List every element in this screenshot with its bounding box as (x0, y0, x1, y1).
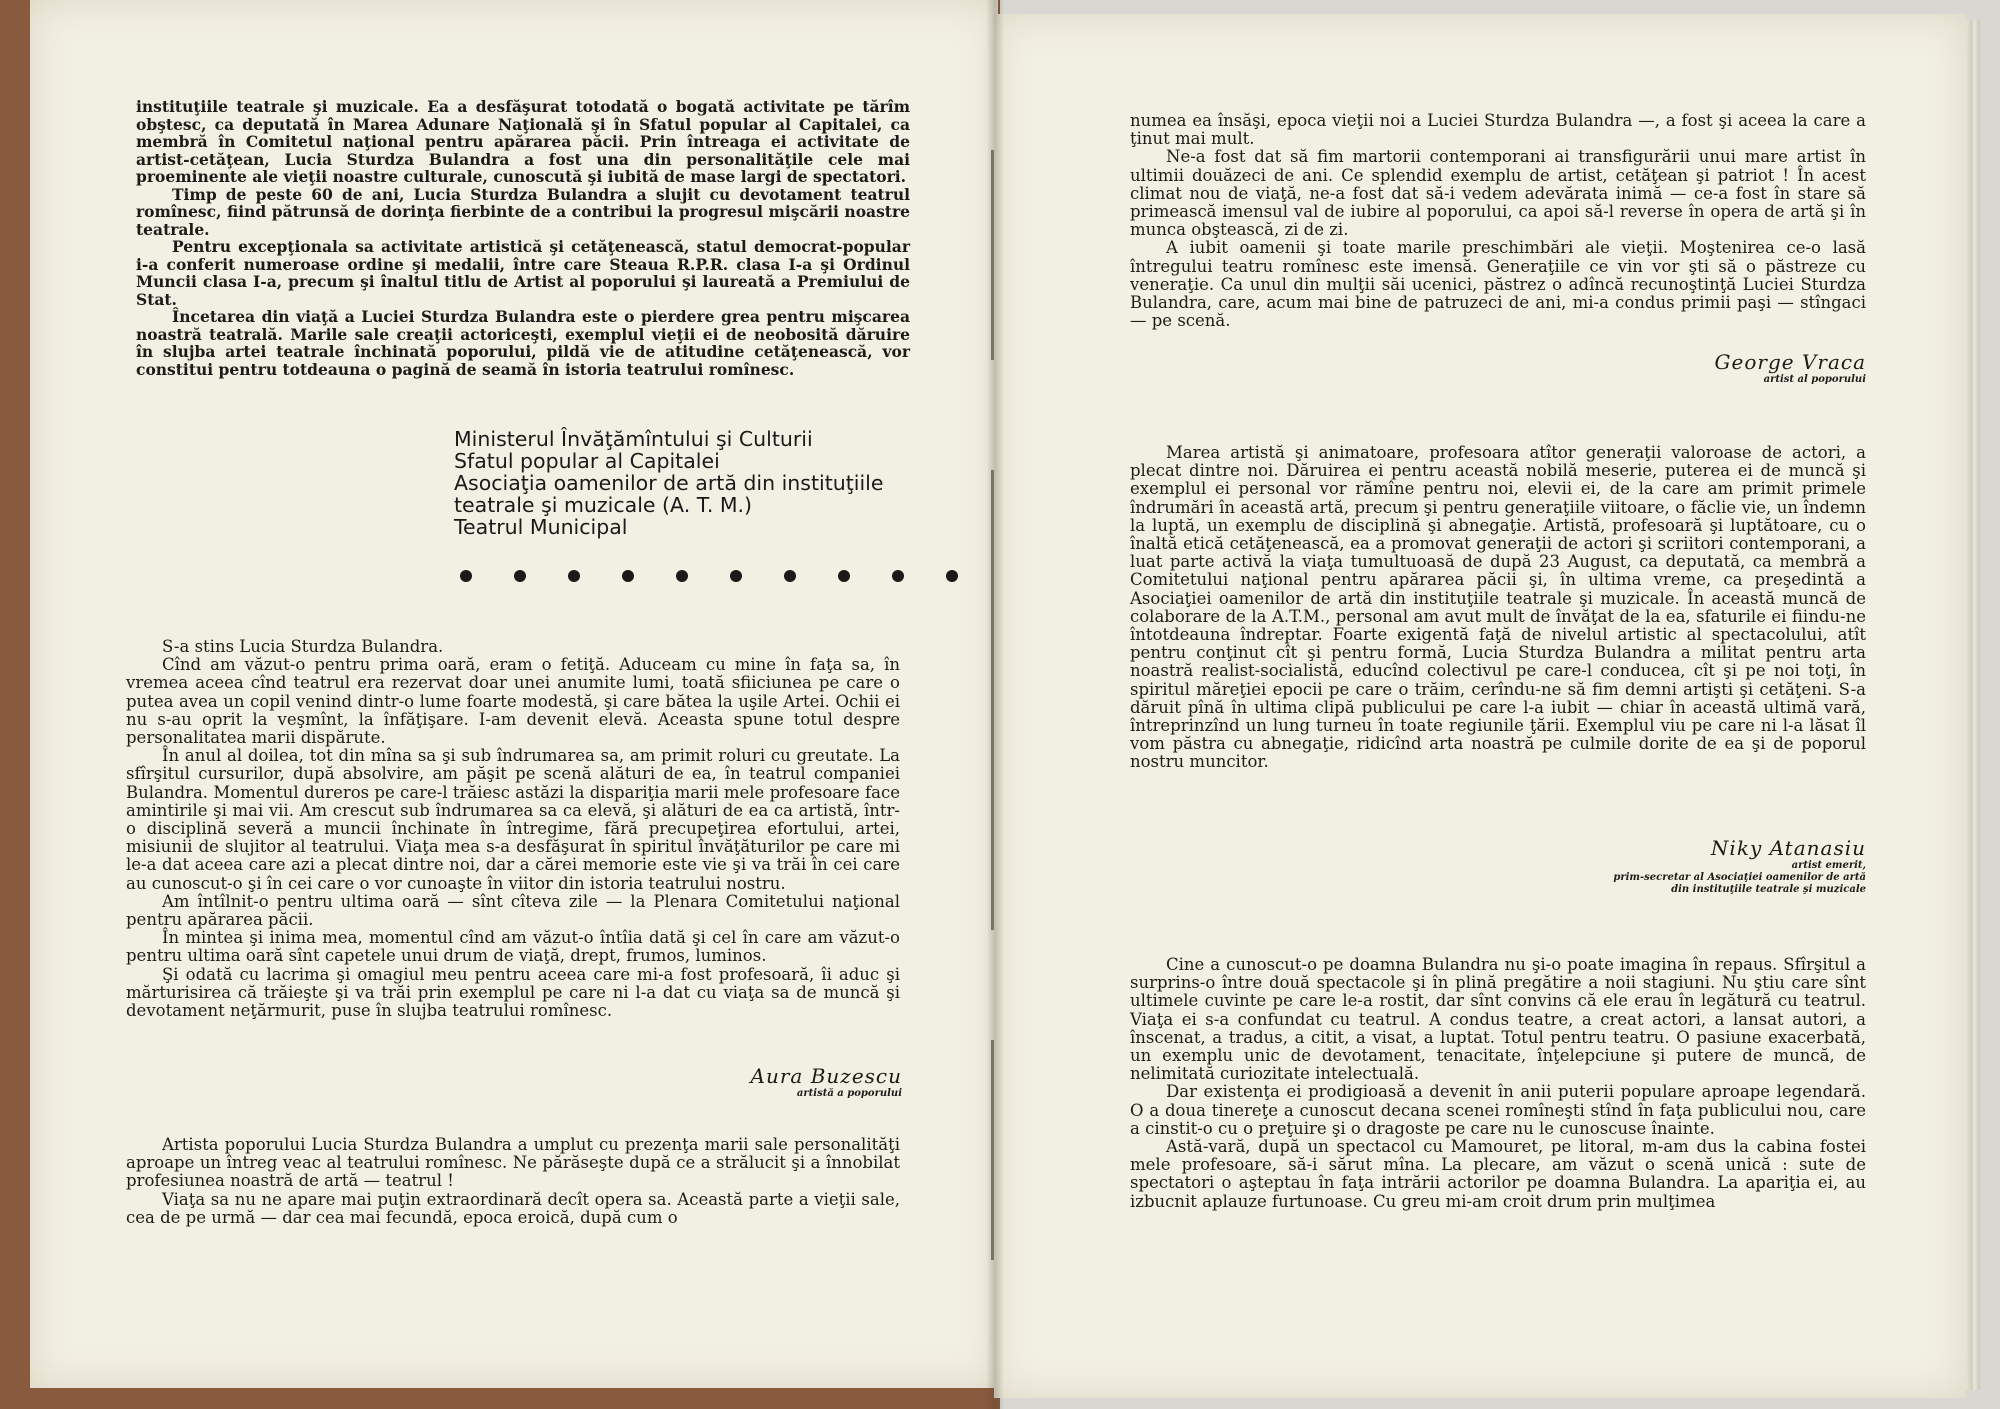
tribute-paragraph: Ne-a fost dat să fim martorii contemporani ai transfigurării unui mare artist în ultimii douăzeci de ani. Ce splendid exemplu de artist, cetăţean şi patriot ! În acest climat nou de viaţă, ne-a fost dat să-i vedem adevărata inimă — ce-a fost în stare să primească imensul val de iubire al poporului, ca apoi să-l reverse în opera de artă şi în munca obştească, zi de zi. (1130, 147, 1866, 240)
signature-name: Niky Atanasiu (1710, 836, 1866, 860)
binding-thread (991, 470, 994, 930)
page-stack-edge (1966, 20, 1980, 1390)
separator-dot (622, 570, 634, 582)
tribute-paragraph: Cînd am văzut-o pentru prima oară, eram o fetiţă. Aduceam cu mine în faţa sa, în vremea aceea cînd teatrul era rezervat doar unei anumite lumi, toată sfiiciunea pe care o putea avea un copil venind dintr-o lume foarte modestă, şi care bătea la uşile Artei. Ochii ei nu s-au oprit la veşmînt, la înfăţişare. I-am devenit elevă. Aceasta spune totul despre personalitatea marii dispărute. (126, 655, 900, 748)
tribute-paragraph: Şi odată cu lacrima şi omagiul meu pentru aceea care mi-a fost profesoară, îi aduc şi mărturisirea că trăieşte şi va trăi prin exemplul pe care ni l-a dat cu viaţa sa de muncă şi devotament neţărmurit, puse în slujba teatrului romînesc. (126, 964, 900, 1021)
signature-role: artist emerit, (1791, 860, 1866, 871)
institution-line: teatrale şi muzicale (A. T. M.) (454, 493, 753, 517)
tribute-paragraph: Viaţa sa nu ne apare mai puţin extraordinară decît opera sa. Această parte a vieţii sale, cea de pe urmă — dar cea mai fecundă, epoca eroică, după cum o (126, 1189, 900, 1227)
atanasiu-tribute (1130, 444, 1866, 772)
tribute-paragraph: Astă-vară, după un spectacol cu Mamouret, pe litoral, m-am dus la cabina fostei mele profesoare, să-i sărut mîna. La plecare, am văzut o scenă unică : sute de spectatori o aşteptau în faţa intrării actorilor pe doamna Bulandra. La apariţia ei, au izbucnit aplauze furtunoase. Cu greu mi-am croit drum prin mulţimea (1130, 1137, 1866, 1211)
tribute-paragraph: Am întîlnit-o pentru ultima oară — sînt cîteva zile — la Plenara Comitetului naţional pentru apărarea păcii. (126, 891, 900, 930)
vraca-tribute-start (126, 1136, 900, 1227)
buzescu-signature (590, 1064, 902, 1100)
signature-role: prim-secretar al Asociaţiei oamenilor de artă (1613, 872, 1866, 883)
tribute-paragraph: Dar existenţa ei prodigioasă a devenit în anii puterii populare aproape legendară. O a doua tinereţe a cunoscut decana scenei romîneşti stînd în faţa publicului nou, care a cinstit-o cu o preţuire şi o dragoste pe care nu le cunoscuse înainte. (1130, 1082, 1866, 1138)
separator-dot (676, 570, 688, 582)
communique-paragraph: Pentru excepţionala sa activitate artistică şi cetăţenească, statul democrat-popular i-a conferit numeroase ordine şi medalii, între care Steaua R.P.R. clasa I-a şi Ordinul Muncii clasa I-a, precum şi înaltul titlu de Artist al poporului şi laureată a Premiului de Stat. (136, 237, 910, 309)
signature-name: Aura Buzescu (750, 1064, 902, 1088)
signature-role: din instituţiile teatrale şi muzicale (1671, 884, 1866, 895)
tribute-paragraph: S-a stins Lucia Sturdza Bulandra. (162, 637, 444, 656)
institution-line: Teatrul Municipal (454, 515, 628, 539)
communique-paragraph: Timp de peste 60 de ani, Lucia Sturdza Bulandra a slujit cu devotament teatrul romînesc, fiind pătrunsă de dorinţa fierbinte de a contribui la progresul mişcării noastre teatrale. (136, 184, 910, 239)
signature-role: artist al poporului (1763, 374, 1866, 385)
tribute-paragraph: numea ea însăşi, epoca vieţii noi a Luciei Sturdza Bulandra —, a fost şi aceea la care a ţinut mai mult. (1130, 111, 1866, 149)
right-page (994, 14, 1966, 1398)
communique-paragraph: Încetarea din viaţă a Luciei Sturdza Bulandra este o pierdere grea pentru mişcarea noastră teatrală. Marile sale creaţii actoriceşti, exemplul vieţii ei de neobosită dăruire în slujba artei teatrale închinată poporului, pildă vie de atitudine cetăţenească, vor constitui pentru totdeauna o pagină de seamă în istoria teatrului romînesc. (136, 307, 910, 379)
dot-separator (460, 570, 1000, 582)
buzescu-tribute (126, 638, 900, 1020)
binding-thread (991, 1040, 994, 1260)
signature-name: George Vraca (1714, 350, 1866, 374)
separator-dot (460, 570, 472, 582)
separator-dot (568, 570, 580, 582)
separator-dot (946, 570, 958, 582)
tribute-paragraph: Artista poporului Lucia Sturdza Bulandra a umplut cu prezenţa marii sale personalităţi aproape un întreg veac al teatrului romînesc. Ne părăseşte după ce a strălucit şi a înnobilat profesiunea noastră de artă — teatrul ! (126, 1135, 900, 1191)
separator-dot (892, 570, 904, 582)
atanasiu-signature (1494, 836, 1866, 896)
institution-line: Sfatul popular al Capitalei (454, 449, 720, 473)
vraca-signature (1554, 350, 1866, 386)
final-tribute (1130, 956, 1866, 1211)
binding-thread (991, 150, 994, 360)
communique-paragraph: instituţiile teatrale şi muzicale. Ea a desfăşurat totodată o bogată activitate pe tărîm obştesc, ca deputată în Marea Adunare Naţională şi în Sfatul popular al Capitalei, ca membră în Comitetul naţional pentru apărarea păcii. Prin întreaga ei activitate de artist-cetăţean, Lucia Sturdza Bulandra a fost una din personalităţile cele mai proeminente ale vieţii noastre culturale, cunoscută şi iubită de mase largi de spectatori. (136, 97, 910, 186)
separator-dot (838, 570, 850, 582)
vraca-tribute-end (1130, 112, 1866, 330)
tribute-paragraph: În anul al doilea, tot din mîna sa şi sub îndrumarea sa, am primit roluri cu greutate. La sfîrşitul cursurilor, după absolvire, am păşit pe scenă alături de ea, în teatrul companiei Bulandra. Momentul dureros pe care-l trăiesc astăzi la dispariţia marii mele profesoare face amintirile şi mai vii. Am crescut sub îndrumarea sa ca elevă, şi alături de ea ca artistă, într-o disciplină severă a muncii închinate în întregime, fără precupeţirea efortului, artei, misiunii de slujitor al teatrului. Viaţa mea s-a desfăşurat în spiritul învăţăturilor pe care mi le-a dat aceea care azi a plecat dintre noi, dar a cărei memorie este vie şi va trăi în cei care au cunoscut-o şi în cei care o vor cunoaşte în viitor din istoria teatrului nostru. (126, 746, 900, 893)
signing-institutions (454, 428, 883, 538)
institution-line: Asociaţia oamenilor de artă din instituţiile (454, 471, 884, 495)
book-gutter (986, 0, 1004, 1409)
tribute-paragraph: În mintea şi inima mea, momentul cînd am văzut-o întîia dată şi cel în care am văzut-o pentru ultima oară sînt capetele unui drum de viaţă, drept, frumos, luminos. (126, 928, 900, 966)
separator-dot (730, 570, 742, 582)
separator-dot (514, 570, 526, 582)
signature-role: artistă a poporului (796, 1088, 902, 1099)
closing-communique (136, 98, 910, 378)
tribute-paragraph: Marea artistă şi animatoare, profesoara atîtor generaţii valoroase de actori, a plecat dintre noi. Dăruirea ei pentru această nobilă meserie, puterea ei de muncă şi exemplul ei personal vor rămîne pentru noi, elevii ei, de la care am primit primele îndrumări în această artă, precum şi pentru generaţiile viitoare, o făclie vie, un îndemn la luptă, un exemplu de disciplină şi abnegaţie. Artistă, profesoară şi luptătoare, cu o înaltă etică cetăţenească, ea a promovat generaţii de actori şi scriitori contemporani, a luat parte activă la viaţa tumultuoasă de după 23 August, ca deputată, ca membră a Comitetului naţional pentru apărarea păcii şi, în ultima vreme, ca preşedintă a Asociaţiei oamenilor de artă din instituţiile teatrale şi muzicale. În această muncă de colaborare de la A.T.M., personal am avut mult de învăţat de la ea, sfaturile ei fiindu-ne întotdeauna îndreptar. Foarte exigentă faţă de nivelul artistic al spectacolului, atît pentru conţinut cît şi pentru formă, Lucia Sturdza Bulandra a militat pentru arta noastră realist-socialistă, educînd colectivul pe care-l conducea, cît şi pe noi toţi, în spiritul măreţiei epocii pe care o trăim, cerîndu-ne să fim demni artişti şi cetăţeni. S-a dăruit pînă în ultima clipă publicului pe care l-a iubit — chiar în această ultimă vară, întreprinzînd un lung turneu în toate regiunile ţării. Exemplul viu pe care ni l-a lăsat îl vom păstra cu abnegaţie, ridicînd arta noastră pe culmile dorite de ea şi de poporul nostru muncitor. (1130, 443, 1866, 772)
tribute-paragraph: A iubit oamenii şi toate marile preschimbări ale vieţii. Moştenirea ce-o lasă întregului teatru romînesc este imensă. Generaţiile ce vin vor şti să o păstreze cu veneraţie. Ca unul din mulţii săi ucenici, păstrez o adîncă recunoştinţă Luciei Sturdza Bulandra, care, acum mai bine de patruzeci de ani, mi-a condus primii paşi — stîngaci — pe scenă. (1130, 238, 1866, 331)
separator-dot (784, 570, 796, 582)
tribute-paragraph: Cine a cunoscut-o pe doamna Bulandra nu şi-o poate imagina în repaus. Sfîrşitul a surprins-o între două spectacole şi în plină pregătire a noii stagiuni. Nu ştiu care sînt ultimele cuvinte pe care le-a rostit, dar sînt convins că ele erau în legătură cu teatrul. Viaţa ei s-a confundat cu teatrul. A condus teatre, a creat actori, a lansat autori, a înscenat, a tradus, a citit, a visat, a luptat. Totul pentru teatru. O pasiune exacerbată, un exemplu unic de devotament, tenacitate, înţelepciune şi putere de muncă, de nelimitată curiozitate intelectuală. (1130, 955, 1866, 1084)
left-page (30, 0, 998, 1388)
institution-line: Ministerul Învăţămîntului şi Culturii (454, 427, 813, 451)
